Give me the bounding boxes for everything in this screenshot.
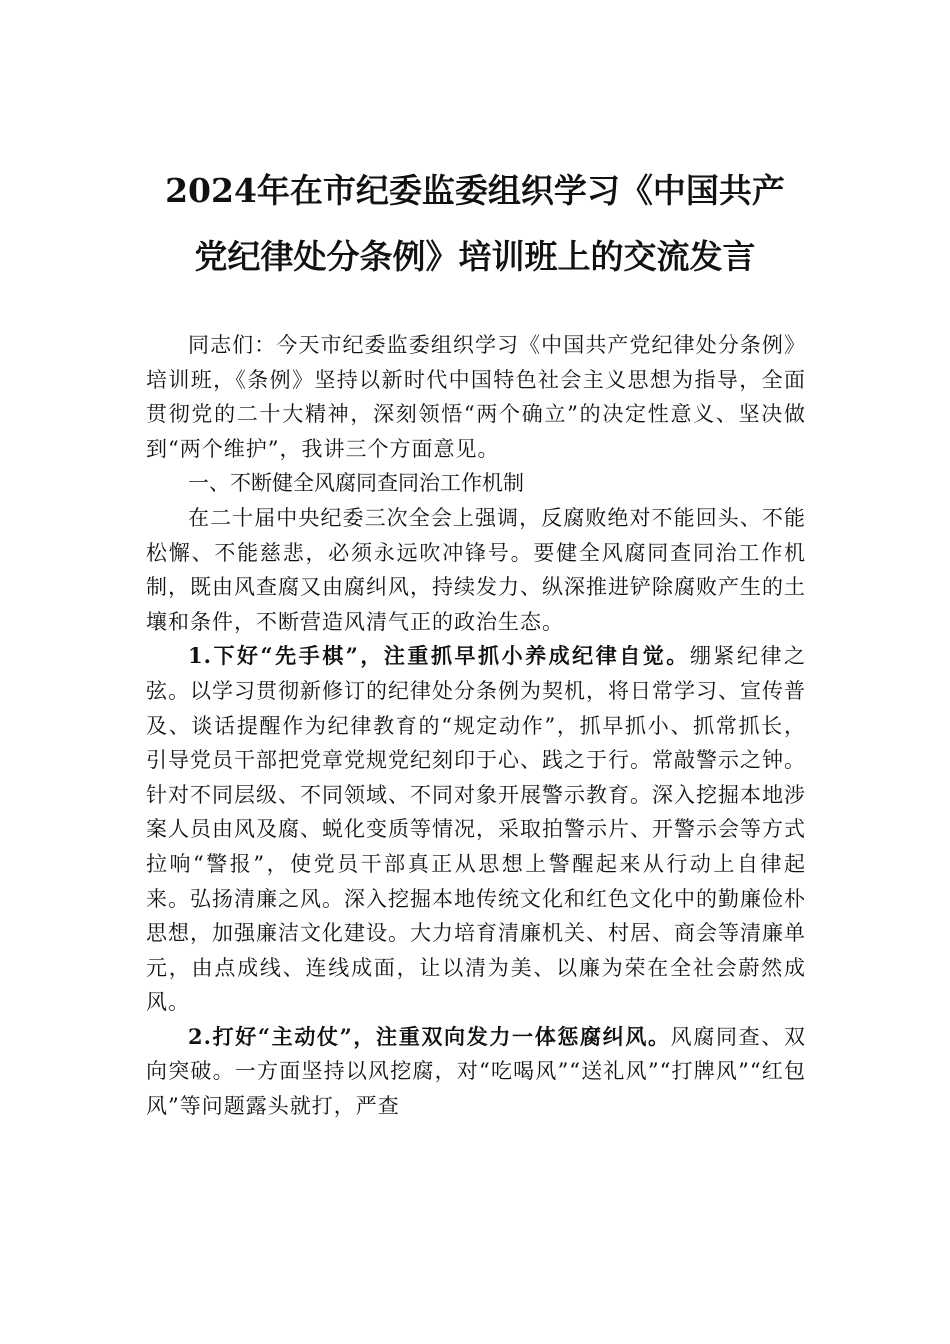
section-1-heading: 一、不断健全风腐同查同治工作机制	[188, 471, 524, 496]
intro-paragraph: 同志们：今天市纪委监委组织学习《中国共产党纪律处分条例》培训班，《条例》坚持以新时代中国特色社会主义思想为指导，全面贯彻党的二十大精神，深刻领悟“两个确立”的决定性意义、坚决做到“两个维护”，我讲三个方面意见。	[146, 333, 806, 461]
item-1-paragraph	[146, 639, 806, 1020]
item-1-text: 绷紧纪律之弦。以学习贯彻新修订的纪律处分条例为契机，将日常学习、宣传普及、谈话提醒作为纪律教育的“规定动作”，抓早抓小、抓常抓长，引导党员干部把党章党规党纪刻印于心、践之于行。常敲警示之钟。针对不同层级、不同领域、不同对象开展警示教育。深入挖掘本地涉案人员由风及腐、蜕化变质等情况，采取拍警示片、开警示会等方式拉响“警报”，使党员干部真正从思想上警醒起来从行动上自律起来。弘扬清廉之风。深入挖掘本地传统文化和红色文化中的勤廉俭朴思想，加强廉洁文化建设。大力培育清廉机关、村居、商会等清廉单元，由点成线、连线成面，让以清为美、以廉为荣在全社会蔚然成风。	[146, 644, 806, 1015]
document-body	[146, 328, 806, 1124]
item-1-lead: 1.下好“先手棋”，注重抓早抓小养成纪律自觉。	[188, 643, 690, 669]
title-line-1: 2024年在市纪委监委组织学习《中国共产	[165, 171, 785, 210]
section-1-paragraph: 在二十届中央纪委三次全会上强调，反腐败绝对不能回头、不能松懈、不能慈悲，必须永远吹冲锋号。要健全风腐同查同治工作机制，既由风查腐又由腐纠风，持续发力、纵深推进铲除腐败产生的土壤和条件，不断营造风清气正的政治生态。	[146, 505, 806, 634]
item-2-lead: 2.打好“主动仗”，注重双向发力一体惩腐纠风。	[188, 1023, 671, 1049]
item-2-paragraph	[146, 1020, 806, 1124]
document-title	[120, 158, 830, 290]
title-line-2: 党纪律处分条例》培训班上的交流发言	[194, 237, 756, 276]
item-2-text: 风腐同查、双向突破。一方面坚持以风挖腐，对“吃喝风”“送礼风”“打牌风”“红包风”等问题露头就打，严查	[146, 1024, 806, 1119]
